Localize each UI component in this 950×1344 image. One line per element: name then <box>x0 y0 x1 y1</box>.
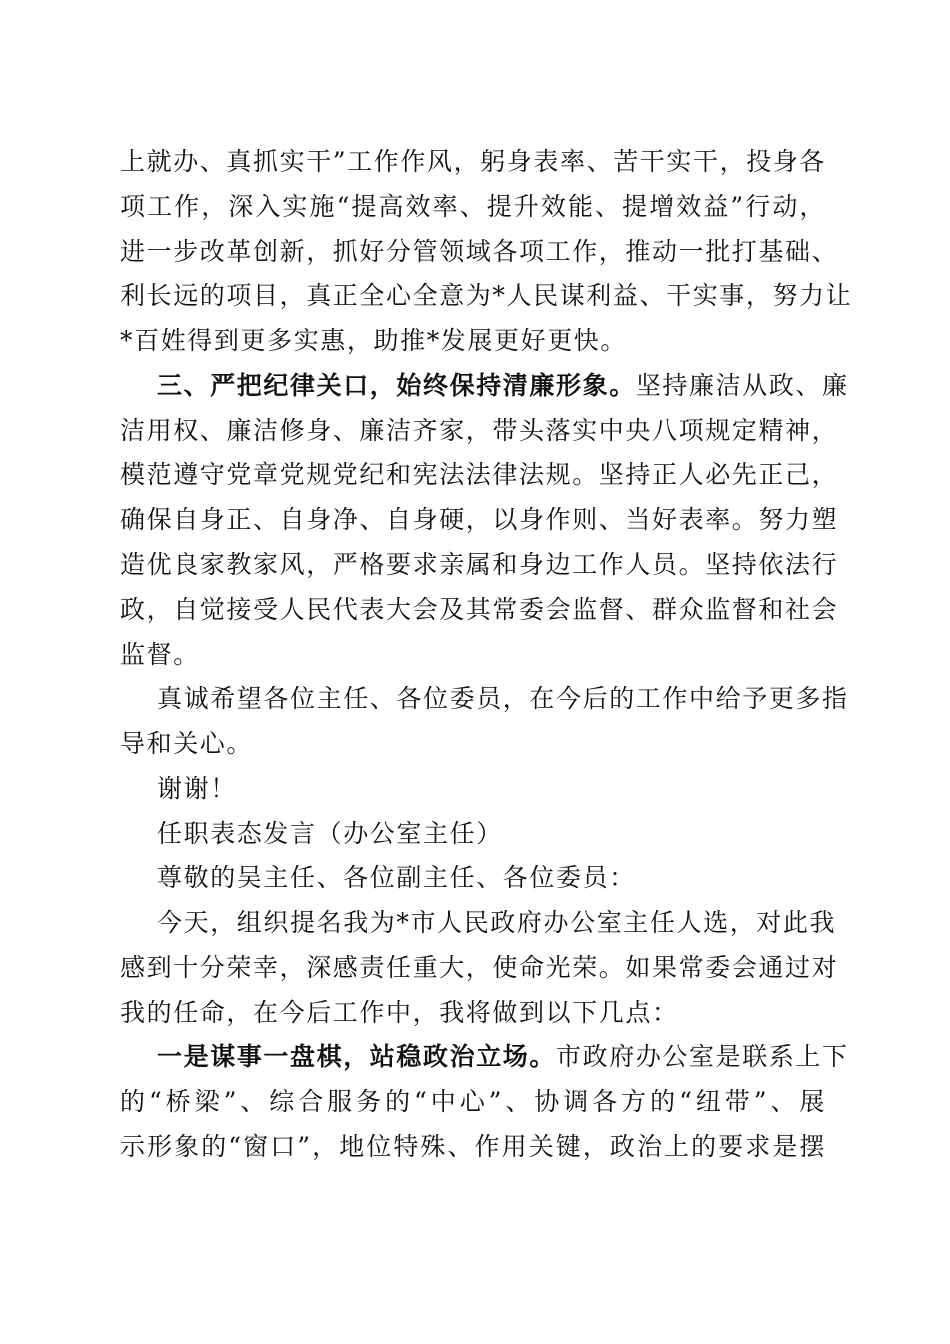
text-line: 谢谢！ <box>157 774 237 803</box>
text-line: *百姓得到更多实惠，助推*发展更好更快。 <box>120 326 628 355</box>
text-line: 利长远的项目，真正全心全意为*人民谋利益、干实事，努力让 <box>120 281 853 310</box>
text-line: 洁用权、廉洁修身、廉洁齐家，带头落实中央八项规定精神， <box>120 416 839 445</box>
text-line: 上就办、真抓实干”工作作风，躬身表率、苦干实干，投身各 <box>120 147 826 176</box>
text-line: 进一步改革创新，抓好分管领域各项工作，推动一批打基础、 <box>120 237 839 266</box>
text-line: 监督。 <box>120 640 200 669</box>
point-1-text: 市政府办公室是联系上下 <box>556 1042 849 1071</box>
text-line: 造优良家教家风，严格要求亲属和身边工作人员。坚持依法行 <box>120 550 839 579</box>
text-line: 真诚希望各位主任、各位委员，在今后的工作中给予更多指 <box>157 684 849 713</box>
text-line: 模范遵守党章党规党纪和宪法法律法规。坚持正人必先正己， <box>120 460 839 489</box>
point-1-paragraph-start <box>157 1037 849 1077</box>
text-line: 项工作，深入实施“提高效率、提升效能、提增效益”行动， <box>120 192 826 221</box>
text-line: 示形象的“窗口”，地位特殊、作用关键，政治上的要求是摆 <box>120 1132 826 1161</box>
salutation: 尊敬的吴主任、各位副主任、各位委员： <box>157 863 636 892</box>
text-line: 政，自觉接受人民代表大会及其常委会监督、群众监督和社会 <box>120 595 839 624</box>
section-3-heading: 三、严把纪律关口，始终保持清廉形象。 <box>157 371 636 400</box>
text-line: 确保自身正、自身净、自身硬，以身作则、当好表率。努力塑 <box>120 505 839 534</box>
text-line: 的“桥梁”、综合服务的“中心”、协调各方的“纽带”、展 <box>120 1087 826 1116</box>
text-line: 导和关心。 <box>120 729 254 758</box>
point-1-heading: 一是谋事一盘棋，站稳政治立场。 <box>157 1042 557 1071</box>
section-3-paragraph-start <box>157 366 849 406</box>
text-line: 我的任命，在今后工作中，我将做到以下几点： <box>120 998 679 1027</box>
text-line: 感到十分荣幸，深感责任重大，使命光荣。如果常委会通过对 <box>120 953 839 982</box>
speech-title: 任职表态发言（办公室主任） <box>157 819 503 848</box>
text-line: 今天，组织提名我为*市人民政府办公室主任人选，对此我 <box>157 908 837 937</box>
section-3-text: 坚持廉洁从政、廉 <box>635 371 849 400</box>
